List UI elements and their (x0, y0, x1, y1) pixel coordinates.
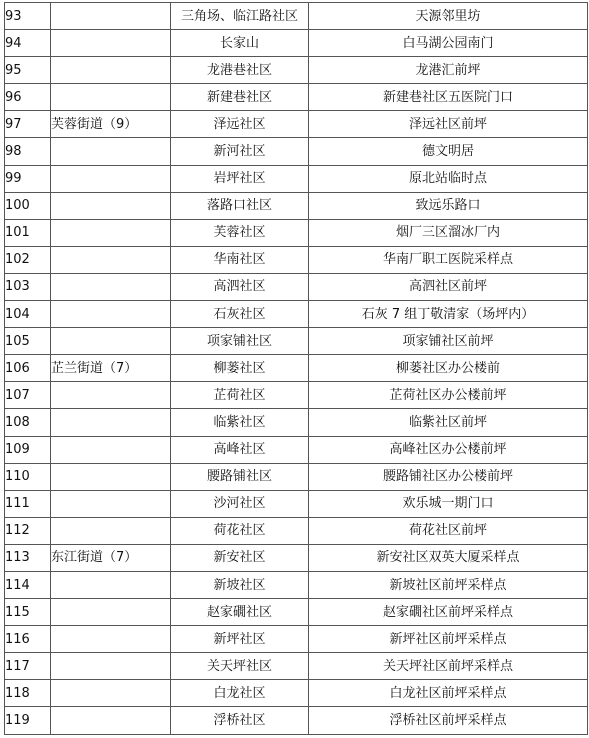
community-cell: 华南社区 (171, 246, 309, 273)
table-row (5, 653, 588, 680)
community-cell: 浮桥社区 (171, 707, 309, 734)
sampling-site-cell: 临紫社区前坪 (309, 409, 588, 436)
street-cell (51, 246, 171, 273)
table-row (5, 382, 588, 409)
row-number-cell: 114 (5, 571, 51, 598)
community-cell: 赵家礀社区 (171, 599, 309, 626)
sampling-site-cell: 原北站临时点 (309, 165, 588, 192)
row-number-cell: 107 (5, 382, 51, 409)
sampling-site-cell: 龙港汇前坪 (309, 57, 588, 84)
sampling-site-cell: 赵家礀社区前坪采样点 (309, 599, 588, 626)
community-cell: 白龙社区 (171, 680, 309, 707)
community-cell: 腰路铺社区 (171, 463, 309, 490)
street-cell (51, 463, 171, 490)
street-cell (51, 653, 171, 680)
sampling-site-cell: 新坡社区前坪采样点 (309, 571, 588, 598)
table-row (5, 301, 588, 328)
row-number-cell: 116 (5, 626, 51, 653)
community-cell: 高峰社区 (171, 436, 309, 463)
sampling-site-cell: 烟厂三区溜冰厂内 (309, 219, 588, 246)
street-cell (51, 382, 171, 409)
street-cell (51, 273, 171, 300)
table-row (5, 192, 588, 219)
street-cell (51, 3, 171, 30)
sampling-site-cell: 柳蒌社区办公楼前 (309, 355, 588, 382)
sampling-site-cell: 天源邻里坊 (309, 3, 588, 30)
street-cell (51, 409, 171, 436)
row-number-cell: 110 (5, 463, 51, 490)
table-row (5, 355, 588, 382)
street-cell (51, 626, 171, 653)
row-number-cell: 117 (5, 653, 51, 680)
sampling-site-cell: 泽远社区前坪 (309, 111, 588, 138)
sampling-site-cell: 德文明居 (309, 138, 588, 165)
street-cell (51, 490, 171, 517)
table-row (5, 599, 588, 626)
table-row (5, 707, 588, 734)
street-cell (51, 57, 171, 84)
row-number-cell: 113 (5, 544, 51, 571)
community-cell: 项家铺社区 (171, 328, 309, 355)
community-cell: 芷荷社区 (171, 382, 309, 409)
sampling-site-cell: 高泗社区前坪 (309, 273, 588, 300)
sampling-site-cell: 关天坪社区前坪采样点 (309, 653, 588, 680)
street-cell (51, 192, 171, 219)
community-cell: 新河社区 (171, 138, 309, 165)
table-row (5, 219, 588, 246)
community-cell: 长家山 (171, 30, 309, 57)
community-cell: 新安社区 (171, 544, 309, 571)
street-cell (51, 436, 171, 463)
sampling-site-cell: 浮桥社区前坪采样点 (309, 707, 588, 734)
sampling-site-table (4, 2, 588, 735)
sampling-site-cell: 石灰 7 组丁敬清家（场坪内） (309, 301, 588, 328)
community-cell: 沙河社区 (171, 490, 309, 517)
row-number-cell: 96 (5, 84, 51, 111)
sampling-site-cell: 华南厂职工医院采样点 (309, 246, 588, 273)
community-cell: 岩坪社区 (171, 165, 309, 192)
sampling-site-cell: 腰路铺社区办公楼前坪 (309, 463, 588, 490)
row-number-cell: 108 (5, 409, 51, 436)
street-cell (51, 517, 171, 544)
street-cell (51, 219, 171, 246)
street-cell (51, 301, 171, 328)
street-cell: 东江街道（7） (51, 544, 171, 571)
street-cell (51, 328, 171, 355)
sampling-site-cell: 新建巷社区五医院门口 (309, 84, 588, 111)
community-cell: 高泗社区 (171, 273, 309, 300)
row-number-cell: 104 (5, 301, 51, 328)
street-cell (51, 138, 171, 165)
sampling-site-cell: 白马湖公园南门 (309, 30, 588, 57)
row-number-cell: 100 (5, 192, 51, 219)
table-row (5, 409, 588, 436)
community-cell: 三角场、临江路社区 (171, 3, 309, 30)
row-number-cell: 102 (5, 246, 51, 273)
community-cell: 龙港巷社区 (171, 57, 309, 84)
row-number-cell: 93 (5, 3, 51, 30)
community-cell: 石灰社区 (171, 301, 309, 328)
community-cell: 新坪社区 (171, 626, 309, 653)
street-cell: 芙蓉街道（9） (51, 111, 171, 138)
table-row (5, 436, 588, 463)
table-body (5, 3, 588, 735)
row-number-cell: 103 (5, 273, 51, 300)
street-cell (51, 680, 171, 707)
sampling-site-cell: 荷花社区前坪 (309, 517, 588, 544)
community-cell: 新建巷社区 (171, 84, 309, 111)
community-cell: 新坡社区 (171, 571, 309, 598)
row-number-cell: 109 (5, 436, 51, 463)
row-number-cell: 119 (5, 707, 51, 734)
sampling-site-cell: 芷荷社区办公楼前坪 (309, 382, 588, 409)
table-row (5, 626, 588, 653)
sampling-site-cell: 项家铺社区前坪 (309, 328, 588, 355)
row-number-cell: 106 (5, 355, 51, 382)
sampling-site-cell: 新安社区双英大厦采样点 (309, 544, 588, 571)
row-number-cell: 95 (5, 57, 51, 84)
row-number-cell: 94 (5, 30, 51, 57)
row-number-cell: 97 (5, 111, 51, 138)
street-cell (51, 599, 171, 626)
community-cell: 临紫社区 (171, 409, 309, 436)
row-number-cell: 115 (5, 599, 51, 626)
table-row (5, 57, 588, 84)
table-row (5, 463, 588, 490)
table-row (5, 544, 588, 571)
table-row (5, 138, 588, 165)
row-number-cell: 101 (5, 219, 51, 246)
street-cell (51, 30, 171, 57)
table-row (5, 273, 588, 300)
table-row (5, 680, 588, 707)
row-number-cell: 112 (5, 517, 51, 544)
community-cell: 落路口社区 (171, 192, 309, 219)
community-cell: 荷花社区 (171, 517, 309, 544)
table-row (5, 517, 588, 544)
street-cell (51, 707, 171, 734)
row-number-cell: 111 (5, 490, 51, 517)
table-row (5, 30, 588, 57)
table-row (5, 111, 588, 138)
table-row (5, 328, 588, 355)
street-cell (51, 571, 171, 598)
row-number-cell: 99 (5, 165, 51, 192)
table-row (5, 3, 588, 30)
sampling-site-cell: 白龙社区前坪采样点 (309, 680, 588, 707)
street-cell: 芷兰街道（7） (51, 355, 171, 382)
street-cell (51, 84, 171, 111)
community-cell: 泽远社区 (171, 111, 309, 138)
row-number-cell: 105 (5, 328, 51, 355)
row-number-cell: 98 (5, 138, 51, 165)
community-cell: 关天坪社区 (171, 653, 309, 680)
table-row (5, 571, 588, 598)
sampling-site-cell: 致远乐路口 (309, 192, 588, 219)
community-cell: 芙蓉社区 (171, 219, 309, 246)
table-row (5, 84, 588, 111)
sampling-site-cell: 高峰社区办公楼前坪 (309, 436, 588, 463)
table-row (5, 246, 588, 273)
sampling-site-cell: 欢乐城一期门口 (309, 490, 588, 517)
community-cell: 柳蒌社区 (171, 355, 309, 382)
row-number-cell: 118 (5, 680, 51, 707)
table-row (5, 165, 588, 192)
table-row (5, 490, 588, 517)
street-cell (51, 165, 171, 192)
sampling-site-cell: 新坪社区前坪采样点 (309, 626, 588, 653)
